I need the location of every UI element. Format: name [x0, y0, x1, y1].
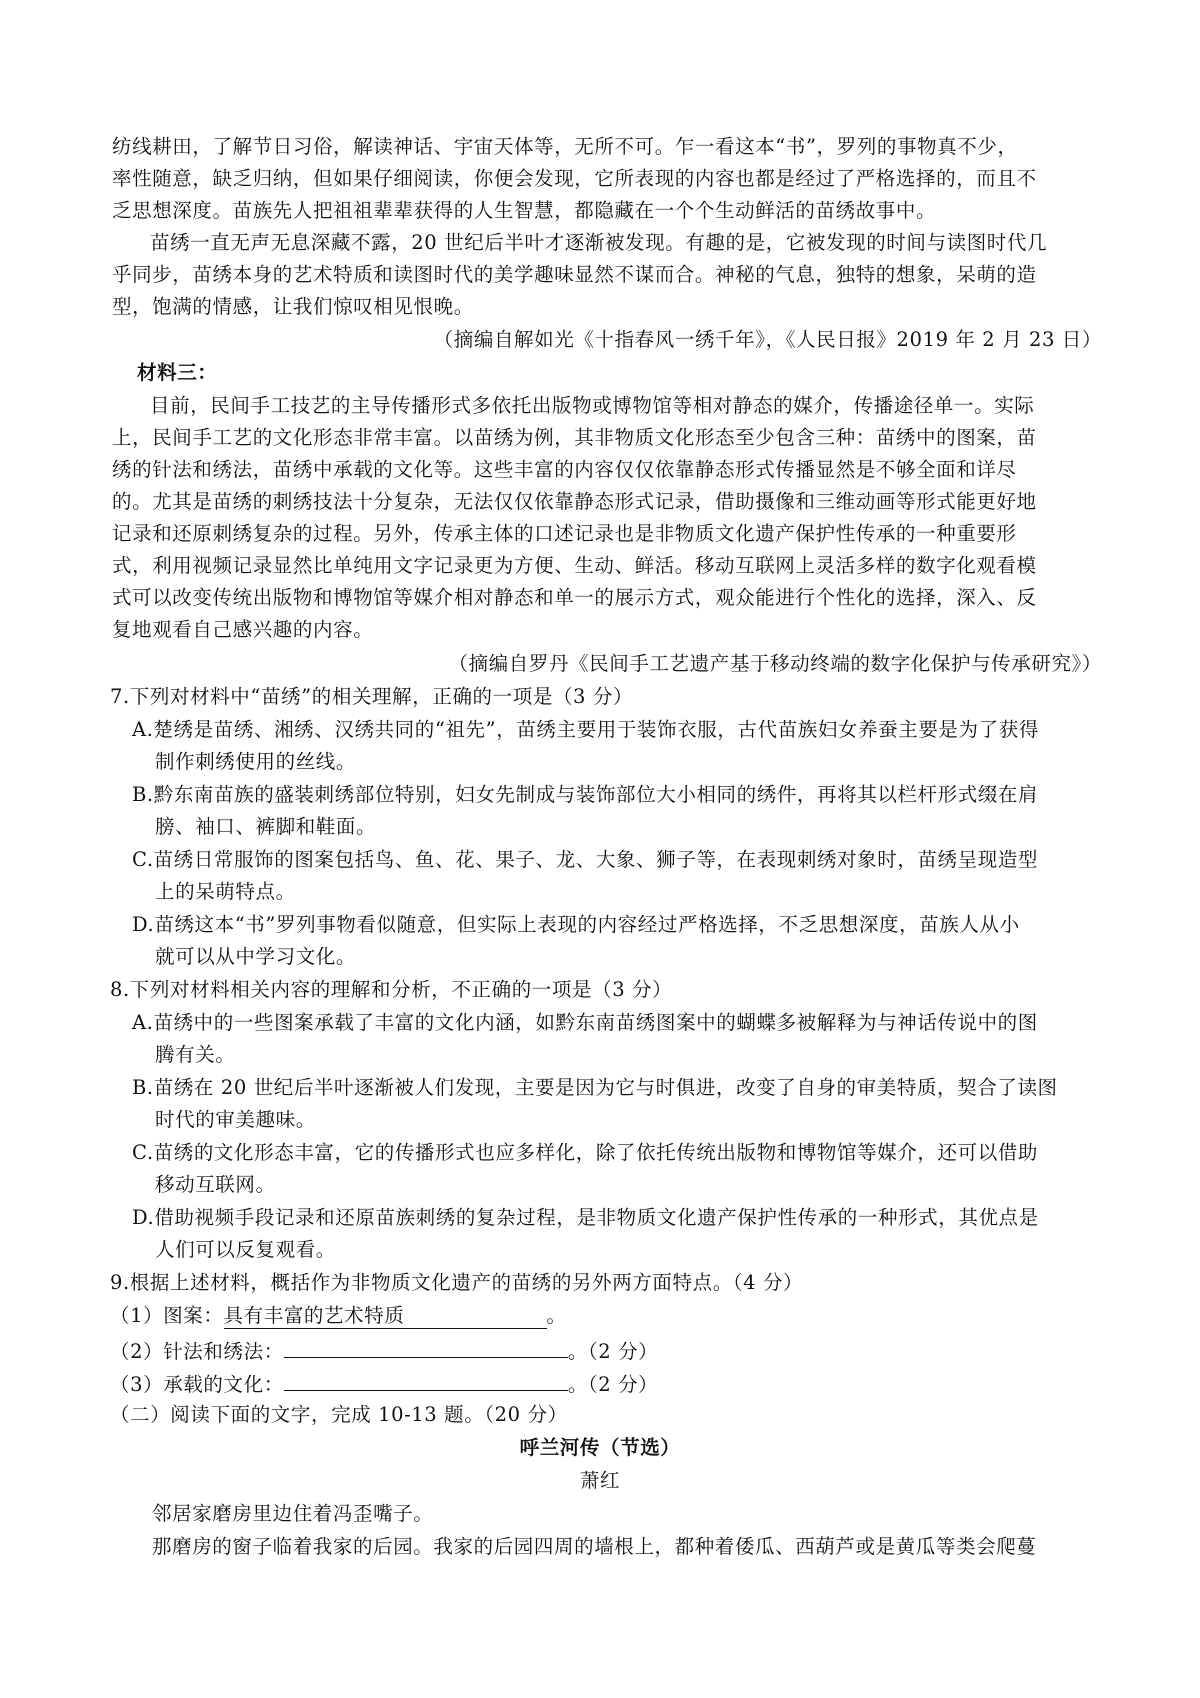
material3-heading: 材料三： [137, 361, 218, 384]
passage-title: 呼兰河传（节选） [519, 1436, 681, 1459]
passage-author: 萧红 [579, 1469, 621, 1492]
material3-line: 的。尤其是苗绣的刺绣技法十分复杂，无法仅仅依靠静态形式记录，借助摄像和三维动画等形式能更好地 [112, 490, 1037, 513]
question-8-option-d: D.借助视频手段记录和还原苗族刺绣的复杂过程，是非物质文化遗产保护性传承的一种形式，其优点是 [132, 1206, 1039, 1229]
question-7-option-a-cont: 制作刺绣使用的丝线。 [155, 750, 357, 773]
question-8-option-a-cont: 腾有关。 [155, 1043, 236, 1066]
material3-line: 绣的针法和绣法，苗绣中承载的文化等。这些丰富的内容仅仅依靠静态形式传播显然是不够全面和详尽 [112, 458, 1017, 481]
passage-line: 那磨房的窗子临着我家的后园。我家的后园四周的墙根上，都种着倭瓜、西葫芦或是黄瓜等类会爬蔓 [152, 1535, 1037, 1558]
material2-source: （摘编自解如光《十指春风一绣千年》，《人民日报》2019 年 2 月 23 日） [433, 328, 1102, 351]
item-2-answer-field[interactable] [284, 1337, 568, 1358]
material2-line: 率性随意，缺乏归纳，但如果仔细阅读，你便会发现，它所表现的内容也都是经过了严格选择的，而且不 [112, 167, 1037, 190]
material2-line: 乏思想深度。苗族先人把祖祖辈辈获得的人生智慧，都隐藏在一个个生动鲜活的苗绣故事中。 [112, 199, 937, 222]
question-8-option-b-cont: 时代的审美趣味。 [155, 1108, 316, 1131]
section-2-instruction: （二）阅读下面的文字，完成 10-13 题。（20 分） [110, 1403, 568, 1426]
question-9-item-1 [110, 1304, 1100, 1329]
material3-source: （摘编自罗丹《民间手工艺遗产基于移动终端的数字化保护与传承研究》） [448, 652, 1102, 675]
question-8-option-a: A.苗绣中的一些图案承载了丰富的文化内涵，如黔东南苗绣图案中的蝴蝶多被解释为与神话传说中的图 [132, 1011, 1038, 1034]
question-7-option-d: D.苗绣这本“书”罗列事物看似随意，但实际上表现的内容经过严格选择，不乏思想深度，苗族人从小 [132, 913, 1020, 936]
question-7-option-b-cont: 膀、袖口、裤脚和鞋面。 [155, 815, 377, 838]
question-8-option-d-cont: 人们可以反复观看。 [155, 1238, 336, 1261]
material2-line: 苗绣一直无声无息深藏不露，20 世纪后半叶才逐渐被发现。有趣的是，它被发现的时间与读图时代几 [150, 231, 1048, 254]
question-8-option-b: B.苗绣在 20 世纪后半叶逐渐被人们发现，主要是因为它与时俱进，改变了自身的审美特质，契合了读图 [132, 1076, 1058, 1099]
question-9-stem: 9.根据上述材料，概括作为非物质文化遗产的苗绣的另外两方面特点。（4 分） [110, 1271, 804, 1294]
material2-line: 型，饱满的情感，让我们惊叹相见恨晚。 [112, 295, 474, 318]
question-9-item-3 [110, 1370, 1100, 1397]
material3-line: 记录和还原刺绣复杂的过程。另外，传承主体的口述记录也是非物质文化遗产保护性传承的一种重要形 [112, 522, 1017, 545]
item-3-answer-field[interactable] [284, 1370, 568, 1391]
question-9-item-2 [110, 1337, 1100, 1364]
item-1-label: （1）图案： [110, 1304, 224, 1327]
question-7-option-d-cont: 就可以从中学习文化。 [155, 945, 357, 968]
question-8-option-c: C.苗绣的文化形态丰富，它的传播形式也应多样化，除了依托传统出版物和博物馆等媒介，还可以借助 [132, 1141, 1039, 1164]
item-2-end: 。（2 分） [567, 1340, 659, 1363]
question-8-option-c-cont: 移动互联网。 [155, 1173, 276, 1196]
question-7-option-a: A.楚绣是苗绣、湘绣、汉绣共同的“祖先”，苗绣主要用于装饰衣服，古代苗族妇女养蚕主要是为了获得 [132, 718, 1039, 741]
passage-line: 邻居家磨房里边住着冯歪嘴子。 [152, 1502, 434, 1525]
item-1-end: 。 [546, 1304, 567, 1327]
material3-line: 目前，民间手工技艺的主导传播形式多依托出版物或博物馆等相对静态的媒介，传播途径单一。实际 [150, 394, 1035, 417]
question-7-stem: 7.下列对材料中“苗绣”的相关理解，正确的一项是（3 分） [110, 685, 634, 708]
item-1-answer-text: 具有丰富的艺术特质 [223, 1304, 405, 1327]
item-1-answer-field[interactable] [224, 1304, 547, 1329]
material2-line: 纺线耕田，了解节日习俗，解读神话、宇宙天体等，无所不可。乍一看这本“书”，罗列的事物真不少， [112, 135, 1018, 158]
item-3-label: （3）承载的文化： [110, 1373, 284, 1396]
material3-line: 复地观看自己感兴趣的内容。 [112, 618, 374, 641]
question-8-stem: 8.下列对材料相关内容的理解和分析，不正确的一项是（3 分） [110, 978, 673, 1001]
material2-line: 乎同步，苗绣本身的艺术特质和读图时代的美学趣味显然不谋而合。神秘的气息，独特的想象，呆萌的造 [112, 263, 1037, 286]
material3-line: 式可以改变传统出版物和博物馆等媒介相对静态和单一的展示方式，观众能进行个性化的选择，深入、反 [112, 586, 1037, 609]
item-3-end: 。（2 分） [567, 1373, 659, 1396]
question-7-option-c: C.苗绣日常服饰的图案包括鸟、鱼、花、果子、龙、大象、狮子等，在表现刺绣对象时，苗绣呈现造型 [132, 848, 1039, 871]
item-2-label: （2）针法和绣法： [110, 1340, 284, 1363]
question-7-option-c-cont: 上的呆萌特点。 [155, 880, 296, 903]
material3-line: 上，民间手工艺的文化形态非常丰富。以苗绣为例，其非物质文化形态至少包含三种：苗绣中的图案，苗 [112, 426, 1037, 449]
question-7-option-b: B.黔东南苗族的盛装刺绣部位特别，妇女先制成与装饰部位大小相同的绣件，再将其以栏杆形式缀在肩 [132, 783, 1039, 806]
material3-line: 式，利用视频记录显然比单纯用文字记录更为方便、生动、鲜活。移动互联网上灵活多样的数字化观看模 [112, 554, 1037, 577]
